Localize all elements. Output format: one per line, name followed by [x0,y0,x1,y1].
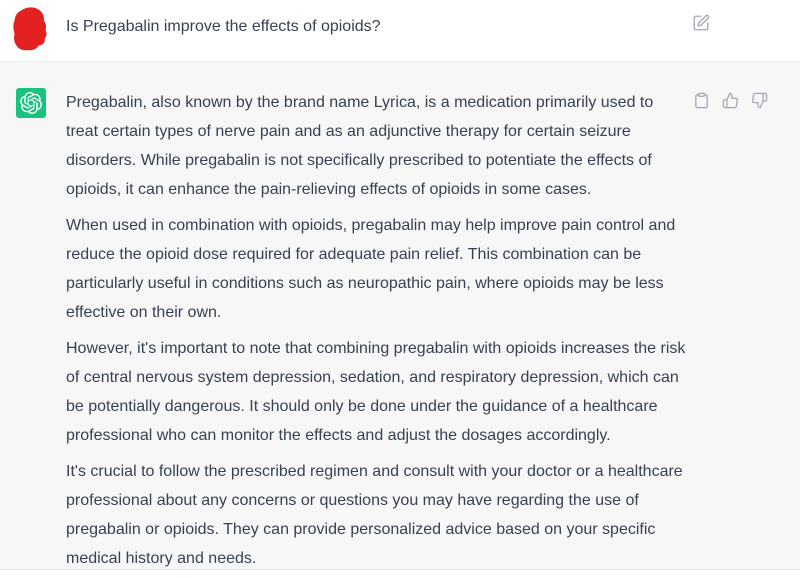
user-message-row [0,0,800,62]
clipboard-icon [693,92,710,109]
message-paragraph: Pregabalin, also known by the brand name Lyrica, is a medication primarily used to treat certain types of nerve pain and as an adjunctive therapy for certain seizure disorders. While pregabalin is not specifically prescribed to potentiate the effects of opioids, it can enhance the pain-relieving effects of opioids in some cases. [66,94,654,198]
assistant-message-text [66,88,686,573]
edit-pencil-icon [692,14,710,32]
openai-logo-icon [20,92,42,114]
thumbs-up-icon [722,92,739,109]
message-paragraph: It's crucial to follow the prescribed regimen and consult with your doctor or a healthcare professional about any concerns or questions you may have regarding the use of pregabalin or opioids. They can provide personalized advice based on your specific medical history and needs. [66,463,683,567]
chatgpt-avatar [16,88,46,118]
thumbs-down-button[interactable] [750,91,768,109]
user-avatar [16,14,46,44]
message-paragraph: When used in combination with opioids, pregabalin may help improve pain control and reduce the opioid dose required for adequate pain relief. This combination can be particularly useful in conditions such as neuropathic pain, where opioids may be less effective on their own. [66,217,676,321]
thumbs-down-icon [751,92,768,109]
user-message-text: Is Pregabalin improve the effects of opioids? [66,18,381,35]
message-paragraph: However, it's important to note that combining pregabalin with opioids increases the risk of central nervous system depression, sedation, and respiratory depression, which can be potentially dangerous. It should only be done under the guidance of a healthcare professional who can monitor the effects and adjust the dosages accordingly. [66,340,686,444]
thumbs-up-button[interactable] [721,91,739,109]
edit-message-button[interactable] [692,14,710,32]
copy-button[interactable] [692,91,710,109]
assistant-message-row [0,62,800,570]
redacted-scribble-icon [12,6,50,52]
message-actions [692,91,768,109]
